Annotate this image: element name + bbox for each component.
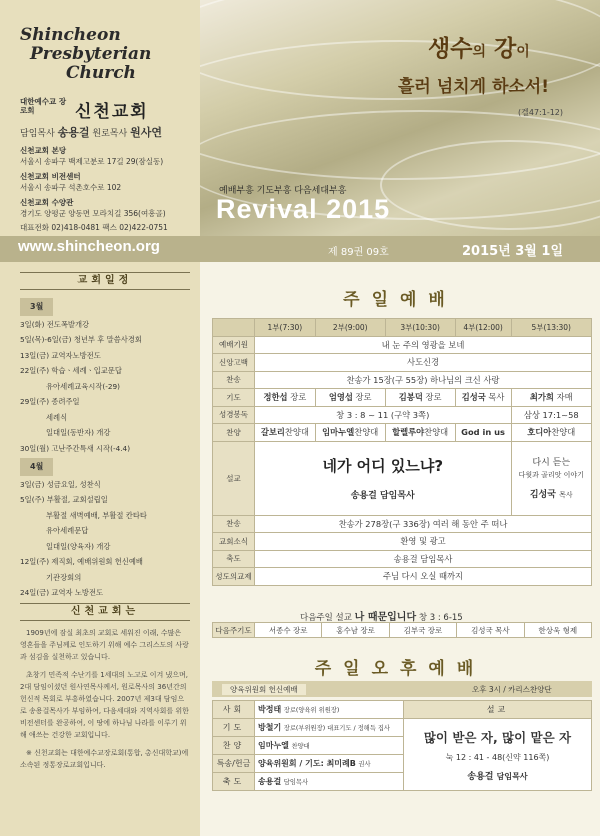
calendar-event: 3일(금) 성금요일, 성찬식 <box>20 479 101 489</box>
afternoon-sermon: 많이 받은 자, 많이 맡은 자 눅 12 : 41 - 48(신약 116쪽) 송용걸 담임목사 <box>404 719 592 791</box>
address-item: 신천교회 비전센터 서울시 송파구 석촌호수로 102 <box>20 172 122 192</box>
sunday-worship-title: 주일예배 <box>343 290 457 310</box>
revival-title: Revival 2015 <box>216 194 391 224</box>
church-logo: Shincheon Presbyterian Church <box>20 25 152 83</box>
about-text: 1909년에 잠실 최초의 교회로 세워진 이래, 수많은 영혼들을 주님께로 인도하기 위해 예수 그리스도의 사랑과 섬김을 실천하고 있습니다. 초창기 민족적 수난기를 1세대의 노고로 이겨 냈으며, 2대 담임이셨던 원사연목사께서, 원로목사의 36년간의 헌신적 목회로 부흥하였습니다. 2007년 제3대 담임으로 송용걸목사가 부임하여, 다음세대와 지역사회를 위한 비전센터를 완공하여, 이 땅에 하나님 나라를 이루기 위해 애쓰는 건강한 교회입니다. ※ 신천교회는 대한예수교장로회(통합, 총신대학교)에 소속된 정통장로교회입니다. <box>20 629 189 769</box>
slogan-line-1: 생수의 강이 <box>428 36 530 62</box>
next-week-sermon: 다음주일 설교 나 때문입니다 창 3 : 6-15 <box>300 612 463 623</box>
alt-sermon-title: 다시 듣는 다윗과 골리앗 이야기 <box>518 457 584 479</box>
calendar-event: 24일(금) 교역자 노방전도 <box>20 588 104 597</box>
afternoon-order-table <box>212 700 592 791</box>
month-label: 4월 <box>20 458 53 476</box>
address-item: 신천교회 수양관 경기도 양평군 양동면 모라치길 356(여흥골) <box>20 198 166 218</box>
table-row: 찬송 찬송가 278장(구 336장) 여러 해 동안 주 떠나 <box>213 515 592 533</box>
calendar-event: 29일(주) 종려주일 <box>20 397 80 406</box>
issue-number: 제 89권 09호 <box>328 247 389 258</box>
table-row: 특송/헌금 양육위원회 / 기도: 최미례B 권사 <box>213 755 592 773</box>
calendar-list <box>20 296 190 601</box>
calendar-event: 유아세례교육시작(-29) <box>46 381 121 391</box>
afternoon-band-right: 오후 3시 / 카리스찬양단 <box>472 685 552 694</box>
calendar-event: 기관장회의 <box>46 572 82 582</box>
slogan-line-2: 흘러 넘치게 하소서! <box>398 77 549 97</box>
table-row: 기도 방철기 장로(부위원장) 대표기도 / 정해득 집사 많이 받은 자, 많이 맡은 자 눅 12 : 41 - 48(신약 116쪽) 송용걸 담임목사 <box>213 719 592 737</box>
revival-themes: 예배부흥 기도부흥 다음세대부흥 <box>219 186 347 196</box>
calendar-event: 유아세례문답 <box>46 526 89 535</box>
about-title: 신천교회는 <box>20 603 190 621</box>
sermon-row: 설교 네가 어디 있느냐? 송용걸 담임목사 다시 듣는 다윗과 골리앗 이야기 김성국 목사 <box>213 441 592 515</box>
table-row: 사회 박정태 장로(양육위 위원장) 설교 <box>213 701 592 719</box>
church-name: 신천교회 <box>75 102 149 122</box>
table-row: 찬양 임마누엘 찬양대 <box>213 737 592 755</box>
table-row: 예배기원 내 눈 주의 영광을 보네 <box>213 336 592 354</box>
column-header: 5부(13:30) <box>511 319 592 337</box>
column-header: 3부(10:30) <box>385 319 455 337</box>
table-row: 다음주기도 서종수 장로 홍수남 장로 김부국 장로 김성국 목사 한상욱 형제 <box>213 623 592 638</box>
alt-sermon-preacher: 김성국 목사 <box>529 489 573 500</box>
table-row: 기도 정한섭 장로 엄영섭 장로 김봉덕 장로 김성국 목사 최가희 자매 <box>213 389 592 407</box>
table-row: 축도 송용걸 담임목사 <box>213 550 592 568</box>
column-header: 2부(9:00) <box>315 319 385 337</box>
table-row: 신앙고백 사도신경 <box>213 354 592 372</box>
calendar-title: 교회일정 <box>20 272 190 290</box>
calendar-event: 부활절 새벽예배, 부활절 칸타타 <box>46 510 147 520</box>
table-header-row <box>213 319 592 337</box>
calendar-event: 30일(월) 고난주간특새 시작(-4.4) <box>20 443 131 453</box>
table-row: 찬양 갈보리찬양대 임마누엘찬양대 할렐루야찬양대 God in us 호디아찬양대 <box>213 424 592 442</box>
table-row: 찬송 찬송가 15장(구 55장) 하나님의 크신 사랑 <box>213 371 592 389</box>
table-row: 교회소식 환영 및 광고 <box>213 533 592 551</box>
table-row: 축도 송용걸 담임목사 <box>213 773 592 791</box>
afternoon-band-left: 양육위원회 헌신예배 <box>222 684 306 695</box>
next-week-prayer-table <box>212 622 592 638</box>
sunday-order-table <box>212 318 592 586</box>
calendar-event: 5일(목)-6일(금) 청년부 후 말씀사경회 <box>20 335 142 344</box>
calendar-event: 일대일(양육자) 개강 <box>46 541 111 551</box>
calendar-event: 5일(주) 부활절, 교회설립일 <box>20 495 108 504</box>
calendar-event: 12일(주) 제직회, 예배위원회 헌신예배 <box>20 557 143 566</box>
pastor-line: 담임목사 송용걸 원로목사 원사연 <box>20 126 162 139</box>
address-item: 신천교회 본당 서울시 송파구 백제고분로 17길 29(잠실동) <box>20 146 164 166</box>
table-row: 성도의교제 주님 다시 오실 때까지 <box>213 568 592 586</box>
phone-info: 대표전화 02)418-0481 팩스 02)422-0751 <box>20 223 168 232</box>
column-header: 4부(12:00) <box>455 319 511 337</box>
sermon-preacher: 송용걸 담임목사 <box>350 491 415 501</box>
calendar-event: 세례식 <box>46 412 68 422</box>
address-list <box>20 145 195 223</box>
april-events <box>20 477 190 601</box>
calendar-event: 13일(금) 교역자노방전도 <box>20 350 101 360</box>
website-link[interactable]: www.shincheon.org <box>18 238 160 255</box>
column-header: 1부(7:30) <box>255 319 316 337</box>
calendar-event: 22일(주) 학습ㆍ세례ㆍ입교문답 <box>20 366 122 375</box>
calendar-event: 3일(화) 전도폭발개강 <box>20 319 90 329</box>
afternoon-worship-title: 주일오후예배 <box>314 659 486 679</box>
calendar-event: 일대일(동반자) 개강 <box>46 428 111 437</box>
table-row: 성경봉독 창 3 : 8 ~ 11 (구약 3쪽) 삼상 17:1~58 <box>213 406 592 424</box>
issue-date: 2015년 3월 1일 <box>462 244 563 259</box>
sermon-title: 네가 어디 있느냐? <box>322 457 444 475</box>
church-name-block <box>20 97 195 122</box>
denomination: 대한예수교 장로회 <box>20 97 67 115</box>
slogan-verse: (겔47:1-12) <box>518 108 564 117</box>
march-events <box>20 317 190 457</box>
month-label: 3월 <box>20 298 53 316</box>
